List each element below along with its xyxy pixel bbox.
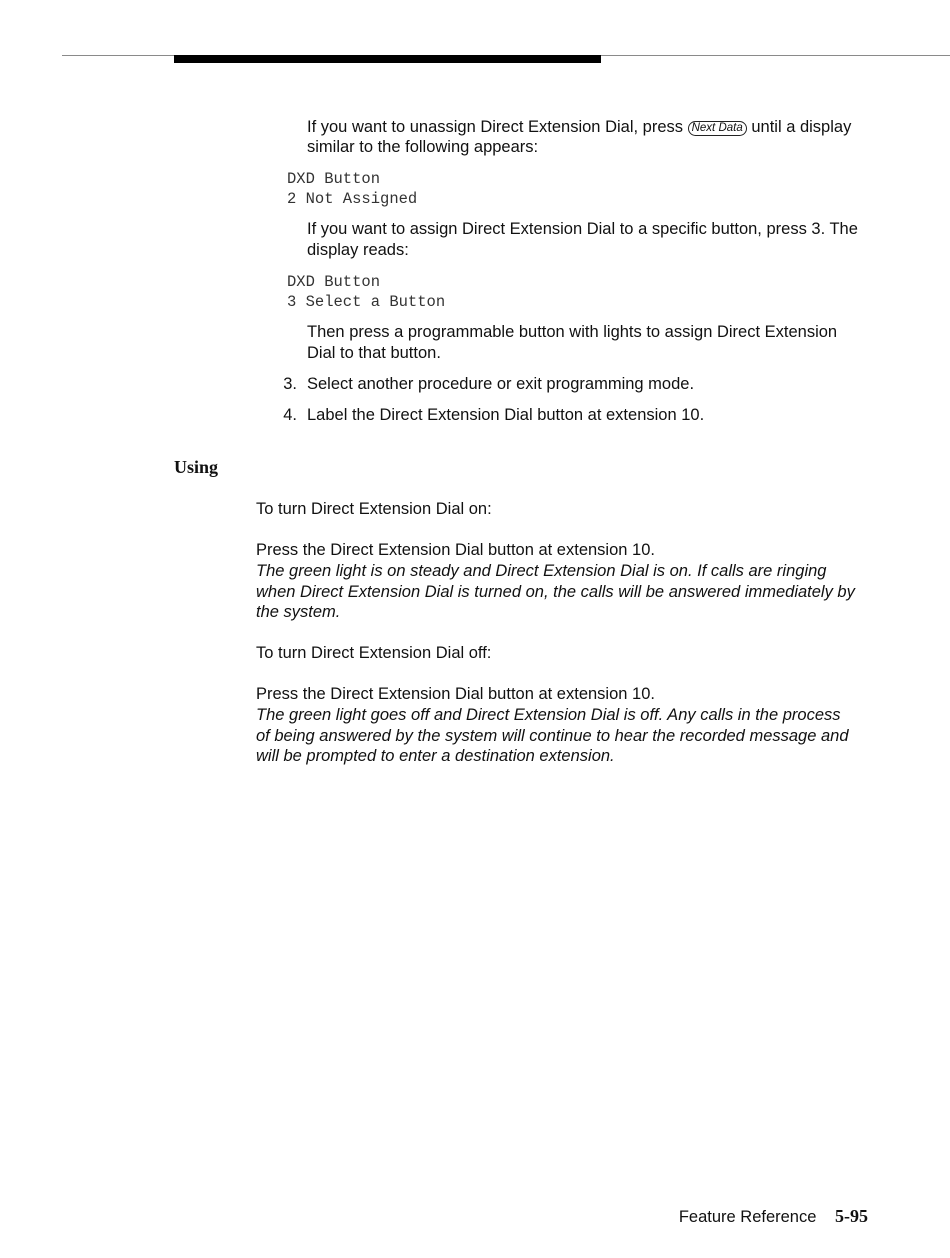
turn-off-result-line: The green light goes off and Direct Extension Dial is off. Any calls in the process [256,706,841,724]
unassign-paragraph-line1 [307,117,851,138]
page-footer [679,1206,868,1227]
turn-on-intro: To turn Direct Extension Dial on: [256,500,492,518]
unassign-text-before: If you want to unassign Direct Extension Dial, press [307,118,684,136]
page-number: 5-95 [835,1206,868,1226]
then-paragraph-line2: Dial to that button. [307,344,441,362]
turn-on-result-line: when Direct Extension Dial is turned on, the calls will be answered immediately by [256,583,855,601]
turn-off-action: Press the Direct Extension Dial button at extension 10. [256,685,655,703]
turn-on-result-line: The green light is on steady and Direct Extension Dial is on. If calls are ringing [256,562,827,580]
turn-off-result-line: of being answered by the system will continue to hear the recorded message and [256,727,849,745]
section-heading: Using [174,457,219,477]
step-number: 3. [283,375,297,393]
step-number: 4. [283,406,297,424]
header-bar [174,55,601,63]
footer-section-title: Feature Reference [678,1208,817,1226]
assign-paragraph-line1: If you want to assign Direct Extension Dial to a specific button, press 3. The [307,220,858,238]
unassign-text-after: until a display [751,118,852,136]
turn-off-intro: To turn Direct Extension Dial off: [256,644,492,662]
turn-on-action: Press the Direct Extension Dial button at extension 10. [256,541,655,559]
step-text: Select another procedure or exit programming mode. [307,375,695,393]
turn-on-result-line: the system. [256,603,341,621]
display2-line2: 3 Select a Button [287,293,446,311]
step-text: Label the Direct Extension Dial button at extension 10. [307,406,705,424]
display1-line1: DXD Button [287,170,381,188]
next-data-key: Next Data [688,121,747,136]
then-paragraph-line1: Then press a programmable button with lights to assign Direct Extension [307,323,838,341]
unassign-paragraph-line2: similar to the following appears: [307,138,539,156]
display1-line2: 2 Not Assigned [287,190,418,208]
display2-line1: DXD Button [287,273,381,291]
assign-paragraph-line2: display reads: [307,241,409,259]
turn-off-result-line: will be prompted to enter a destination extension. [256,747,615,765]
